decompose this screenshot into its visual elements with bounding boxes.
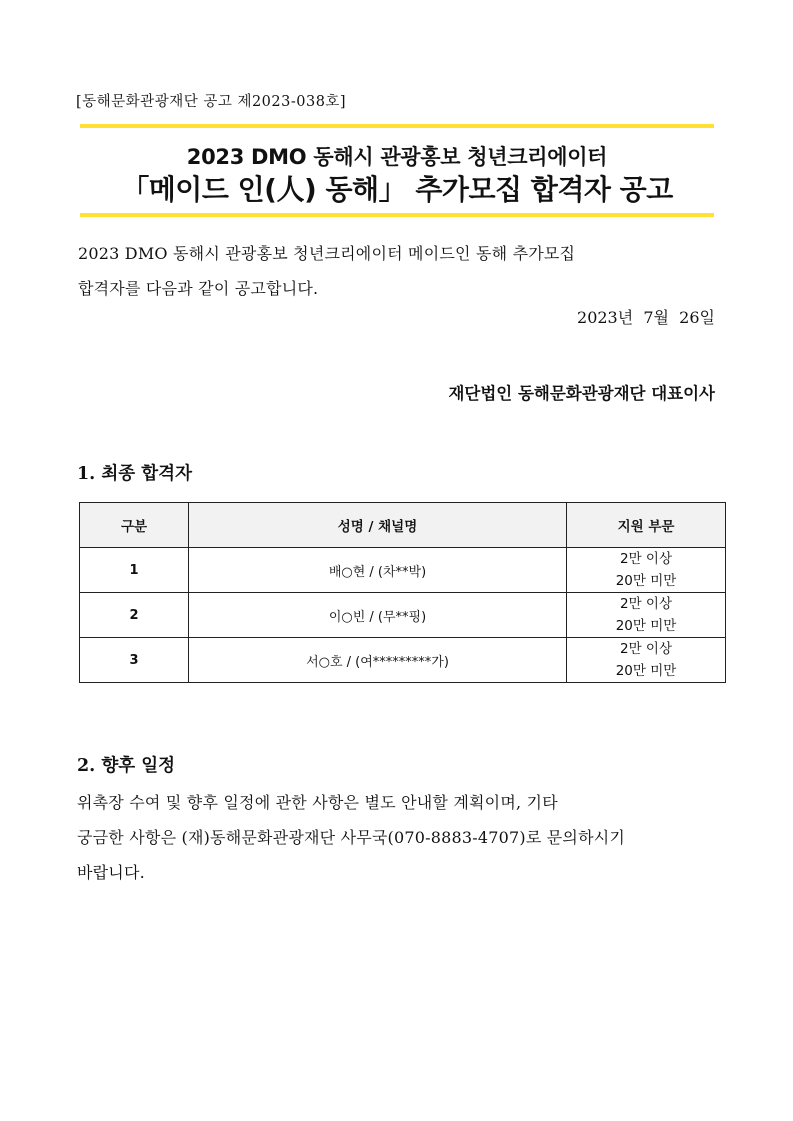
field-line-1: 2만 이상: [619, 641, 672, 657]
intro-paragraph: [78, 236, 718, 306]
intro-line-2: 합격자를 다음과 같이 공고합니다.: [78, 279, 319, 298]
row-number: 1: [80, 548, 189, 593]
table-row: [80, 593, 726, 638]
closing-line-1: 위촉장 수여 및 향후 일정에 관한 사항은 별도 안내할 계획이며, 기타: [77, 793, 558, 812]
field-line-1: 2만 이상: [619, 551, 672, 567]
table-header-row: [80, 503, 726, 548]
section-2-heading: 2. 향후 일정: [77, 756, 176, 776]
closing-line-3: 바랍니다.: [77, 863, 145, 882]
row-number: 2: [80, 593, 189, 638]
row-number: 3: [80, 638, 189, 683]
section-1-heading: 1. 최종 합격자: [77, 464, 192, 484]
row-field: [567, 548, 726, 593]
closing-paragraph: [77, 785, 727, 890]
notice-number: [동해문화관광재단 공고 제2023-038호]: [76, 94, 347, 110]
header-name-channel: 성명 / 채널명: [189, 503, 567, 548]
field-line-2: 20만 미만: [615, 663, 677, 679]
row-name-channel: 이○빈 / (무**핑): [189, 593, 567, 638]
table-row: [80, 548, 726, 593]
title-line-1: 2023 DMO 동해시 관광홍보 청년크리에이터: [186, 145, 608, 169]
header-field: 지원 부문: [567, 503, 726, 548]
row-name-channel: 배○현 / (차**박): [189, 548, 567, 593]
title-top-rule: [80, 124, 714, 128]
intro-line-1: 2023 DMO 동해시 관광홍보 청년크리에이터 메이드인 동해 추가모집: [78, 244, 576, 263]
announcement-date: 2023년 7월 26일: [577, 308, 715, 327]
table-row: [80, 638, 726, 683]
title-line-2: 「메이드 인(人) 동해」 추가모집 합격자 공고: [121, 173, 673, 206]
result-table: [79, 502, 726, 683]
header-category: 구분: [80, 503, 189, 548]
field-line-2: 20만 미만: [615, 618, 677, 634]
row-field: [567, 593, 726, 638]
closing-line-2: 궁금한 사항은 (재)동해문화관광재단 사무국(070-8883-4707)로 문의하시기: [77, 828, 626, 847]
field-line-1: 2만 이상: [619, 596, 672, 612]
title-bottom-rule: [80, 213, 714, 217]
field-line-2: 20만 미만: [615, 573, 677, 589]
row-name-channel: 서○호 / (여*********가): [189, 638, 567, 683]
issuer: 재단법인 동해문화관광재단 대표이사: [448, 384, 715, 403]
row-field: [567, 638, 726, 683]
